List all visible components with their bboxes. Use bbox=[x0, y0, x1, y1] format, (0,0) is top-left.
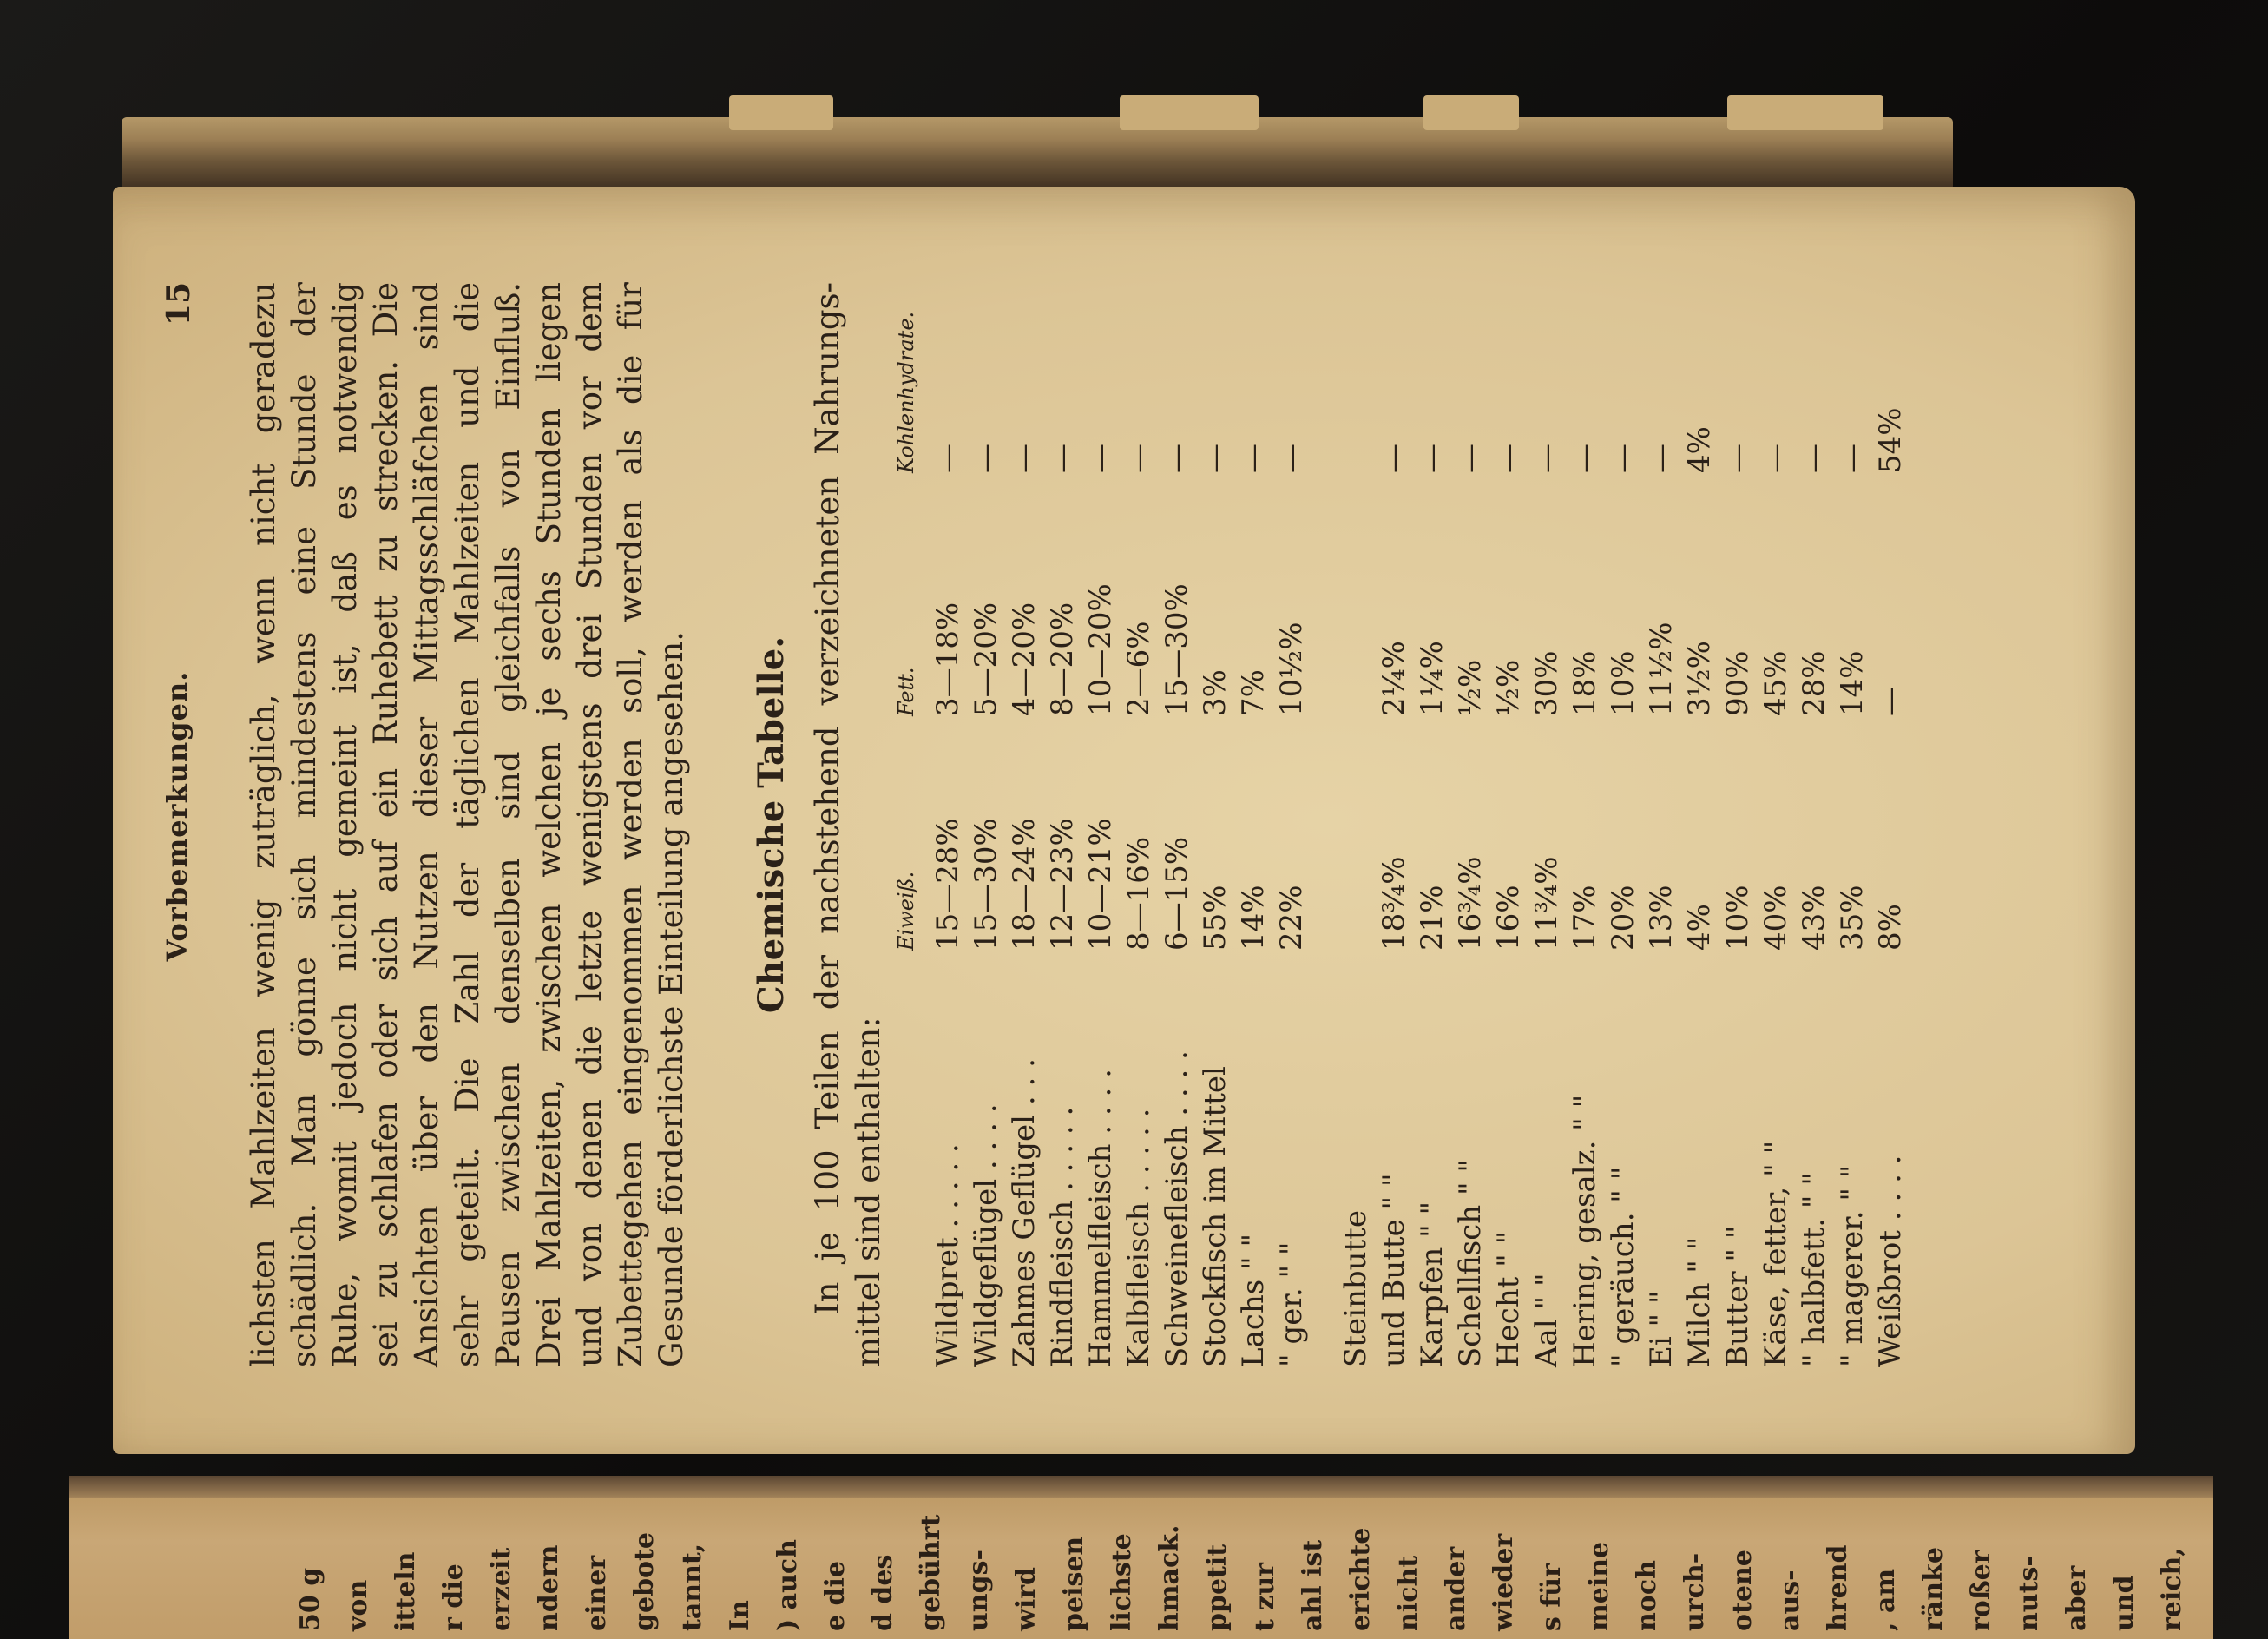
fett-cell: 3—18% bbox=[930, 602, 965, 716]
adjacent-page-line: ppetit bbox=[1202, 1544, 1233, 1631]
eiweiss-cell: 8—16% bbox=[1121, 836, 1156, 951]
fett-cell: 15—30% bbox=[1160, 583, 1194, 716]
eiweiss-cell: 10—21% bbox=[1083, 818, 1118, 951]
kohlenhydrate-cell: — bbox=[1083, 444, 1118, 473]
text-line: Ruhe, womit jedoch nicht gemeint ist, daß es notwendig bbox=[326, 282, 364, 1367]
food-cell: Stockfisch im Mittel bbox=[1198, 1066, 1233, 1367]
kohlenhydrate-cell: — bbox=[1045, 444, 1080, 473]
kohlenhydrate-cell: — bbox=[1236, 444, 1271, 473]
eiweiss-cell: 18—24% bbox=[1007, 818, 1042, 951]
fett-cell: 11½% bbox=[1644, 622, 1679, 716]
food-cell: Schweinefleisch . . . . bbox=[1160, 1050, 1194, 1367]
table-group-fish-dairy bbox=[1337, 282, 1910, 1367]
adjacent-page-line: wieder bbox=[1489, 1533, 1519, 1631]
text-line: sei zu schlafen oder sich auf ein Ruhebett zu strecken. Die bbox=[367, 282, 404, 1367]
adjacent-page-line: ungs- bbox=[963, 1550, 994, 1631]
kohlenhydrate-cell: — bbox=[1377, 444, 1411, 473]
adjacent-page-line: einer bbox=[582, 1555, 612, 1631]
kohlenhydrate-cell: 4% bbox=[1682, 426, 1717, 473]
adjacent-page-line: ander bbox=[1441, 1546, 1471, 1631]
food-cell: Hecht " " bbox=[1491, 1230, 1526, 1367]
table-row bbox=[1196, 282, 1234, 1367]
adjacent-page-line: urch- bbox=[1680, 1552, 1710, 1631]
section-heading: Chemische Tabelle. bbox=[751, 635, 792, 1014]
table-header-row bbox=[894, 282, 929, 1367]
food-cell: Zahmes Geflügel . . . bbox=[1007, 1058, 1042, 1367]
kohlenhydrate-cell: — bbox=[1606, 444, 1640, 473]
adjacent-page-line: d des bbox=[868, 1554, 898, 1631]
adjacent-page-line: e die bbox=[820, 1561, 851, 1631]
food-cell: Karpfen " " bbox=[1415, 1201, 1450, 1367]
adjacent-page-line: meine bbox=[1584, 1541, 1614, 1631]
fett-cell: 14% bbox=[1835, 650, 1870, 716]
table-row bbox=[1375, 282, 1413, 1367]
kohlenhydrate-cell: — bbox=[930, 444, 965, 473]
fett-cell: 3½% bbox=[1682, 641, 1717, 716]
torn-edge bbox=[1120, 95, 1259, 130]
fett-cell: 3% bbox=[1198, 669, 1233, 716]
adjacent-page-line: von bbox=[343, 1579, 373, 1631]
eiweiss-cell: 35% bbox=[1835, 885, 1870, 951]
eiweiss-cell: 16% bbox=[1491, 885, 1526, 951]
fett-cell: 7% bbox=[1236, 669, 1271, 716]
eiweiss-cell: 8% bbox=[1873, 904, 1908, 951]
adjacent-page-line: ) auch bbox=[772, 1539, 803, 1631]
table-row bbox=[1719, 282, 1757, 1367]
fett-cell: 18% bbox=[1568, 650, 1602, 716]
kohlenhydrate-cell: — bbox=[1453, 444, 1488, 473]
adjacent-page-text bbox=[295, 1505, 2268, 1636]
fett-cell: 10½% bbox=[1274, 622, 1309, 716]
fett-cell: 45% bbox=[1759, 650, 1793, 716]
page-header bbox=[161, 282, 204, 1350]
table-row bbox=[1795, 282, 1833, 1367]
text-line: Pausen zwischen denselben sind gleichfalls von Einfluß. bbox=[490, 282, 527, 1367]
text-line: sehr geteilt. Die Zahl der täglichen Mahlzeiten und die bbox=[449, 282, 486, 1367]
fett-cell: ½% bbox=[1491, 659, 1526, 716]
adjacent-page-line: itteln bbox=[391, 1551, 421, 1631]
food-cell: " magerer. " " bbox=[1835, 1164, 1870, 1367]
kohlenhydrate-cell: — bbox=[1759, 444, 1793, 473]
table-row bbox=[967, 282, 1005, 1367]
eiweiss-cell: 15—28% bbox=[930, 818, 965, 951]
food-cell: Hammelfleisch . . . . bbox=[1083, 1069, 1118, 1367]
eiweiss-cell: 21% bbox=[1415, 885, 1450, 951]
text-line: In je 100 Teilen der nachstehend verzeichneten Nahrungs- bbox=[809, 282, 846, 1315]
kohlenhydrate-cell: — bbox=[1198, 444, 1233, 473]
food-cell: Rindfleisch . . . . . bbox=[1045, 1106, 1080, 1367]
book-page bbox=[113, 187, 2135, 1454]
nutrition-table bbox=[894, 282, 1910, 1367]
page-number: 15 bbox=[161, 282, 197, 326]
food-cell: Hering, gesalz. " " bbox=[1568, 1094, 1602, 1367]
fett-cell: 2—6% bbox=[1121, 621, 1156, 716]
fett-cell: ½% bbox=[1453, 659, 1488, 716]
fett-cell: 1¼% bbox=[1415, 641, 1450, 716]
text-line: Gesunde förderlichste Einteilung angesehen. bbox=[653, 631, 690, 1367]
table-row bbox=[1604, 282, 1642, 1367]
adjacent-page-line: und bbox=[2109, 1575, 2140, 1631]
text-line: mittel sind enthalten: bbox=[850, 1017, 887, 1367]
adjacent-page bbox=[69, 1476, 2213, 1639]
food-cell: Kalbfleisch . . . . . bbox=[1121, 1108, 1156, 1367]
kohlenhydrate-cell: — bbox=[1491, 444, 1526, 473]
table-row bbox=[1234, 282, 1272, 1367]
kohlenhydrate-cell: — bbox=[1160, 444, 1194, 473]
adjacent-page-line: s für bbox=[1536, 1563, 1567, 1631]
eiweiss-cell: 13% bbox=[1644, 885, 1679, 951]
food-cell: " ger. " " bbox=[1274, 1241, 1309, 1367]
adjacent-page-line: otene bbox=[1727, 1550, 1758, 1631]
kohlenhydrate-cell: — bbox=[969, 444, 1003, 473]
table-row bbox=[1120, 282, 1158, 1367]
fett-cell: 28% bbox=[1797, 650, 1831, 716]
fett-cell: 2¼% bbox=[1377, 641, 1411, 716]
column-header-fett: Fett. bbox=[894, 667, 918, 716]
fett-cell: 10—20% bbox=[1083, 583, 1118, 716]
adjacent-page-line: reich, bbox=[2157, 1547, 2187, 1631]
table-intro bbox=[807, 282, 889, 1367]
table-row bbox=[1158, 282, 1196, 1367]
table-row bbox=[1528, 282, 1566, 1367]
kohlenhydrate-cell: — bbox=[1568, 444, 1602, 473]
kohlenhydrate-cell: — bbox=[1121, 444, 1156, 473]
adjacent-page-line: lichste bbox=[1107, 1533, 1137, 1631]
adjacent-page-line: gebote bbox=[629, 1532, 660, 1631]
adjacent-page-line: hmack. bbox=[1154, 1524, 1185, 1631]
adjacent-page-line: nuts- bbox=[2014, 1556, 2044, 1631]
adjacent-page-line: In bbox=[725, 1600, 755, 1631]
food-cell: Käse, fetter, " " bbox=[1759, 1140, 1793, 1367]
table-row bbox=[1337, 282, 1375, 1367]
adjacent-page-line: ränke bbox=[1918, 1547, 1949, 1631]
eiweiss-cell: 16¾% bbox=[1453, 856, 1488, 951]
kohlenhydrate-cell: — bbox=[1007, 444, 1042, 473]
adjacent-page-line: aus- bbox=[1775, 1570, 1805, 1631]
table-row bbox=[1642, 282, 1680, 1367]
table-group-meat bbox=[929, 282, 1311, 1367]
fett-cell: 30% bbox=[1529, 650, 1564, 716]
torn-edge bbox=[1727, 95, 1883, 130]
food-cell: " halbfett. " " bbox=[1797, 1172, 1831, 1367]
kohlenhydrate-cell: — bbox=[1415, 444, 1450, 473]
kohlenhydrate-cell: — bbox=[1797, 444, 1831, 473]
food-cell: und Butte " " bbox=[1377, 1173, 1411, 1367]
adjacent-page-line: ndern bbox=[534, 1544, 564, 1631]
adjacent-page-line: aber bbox=[2061, 1565, 2092, 1631]
table-row bbox=[1680, 282, 1719, 1367]
food-cell: Schellfisch " " bbox=[1453, 1158, 1488, 1367]
table-row bbox=[1871, 282, 1910, 1367]
food-cell: Lachs " " bbox=[1236, 1233, 1271, 1367]
kohlenhydrate-cell: 54% bbox=[1873, 407, 1908, 473]
eiweiss-cell: 55% bbox=[1198, 885, 1233, 951]
table-row bbox=[1272, 282, 1311, 1367]
eiweiss-cell: 22% bbox=[1274, 885, 1309, 951]
food-cell: Butter " " bbox=[1720, 1225, 1755, 1367]
adjacent-page-line: hrend bbox=[1823, 1544, 1853, 1631]
torn-edge bbox=[1423, 95, 1519, 130]
adjacent-page-line: t zur bbox=[1250, 1563, 1280, 1631]
adjacent-page-line: tannt, bbox=[677, 1543, 707, 1631]
eiweiss-cell: 43% bbox=[1797, 885, 1831, 951]
table-spacer bbox=[1311, 282, 1337, 1367]
adjacent-page-line: roßer bbox=[1966, 1550, 1996, 1631]
table-row bbox=[1489, 282, 1528, 1367]
kohlenhydrate-cell: — bbox=[1720, 444, 1755, 473]
fett-cell: 10% bbox=[1606, 650, 1640, 716]
table-row bbox=[1566, 282, 1604, 1367]
rotated-page-content bbox=[113, 187, 2135, 1454]
adjacent-page-line: noch bbox=[1632, 1560, 1662, 1631]
fett-cell: — bbox=[1873, 687, 1908, 716]
fett-cell: 4—20% bbox=[1007, 602, 1042, 716]
eiweiss-cell: 4% bbox=[1682, 904, 1717, 951]
fett-cell: 90% bbox=[1720, 650, 1755, 716]
fett-cell: 8—20% bbox=[1045, 602, 1080, 716]
eiweiss-cell: 6—15% bbox=[1160, 836, 1194, 951]
torn-edge bbox=[729, 95, 833, 130]
eiweiss-cell: 14% bbox=[1236, 885, 1271, 951]
adjacent-page-line: peisen bbox=[1059, 1536, 1089, 1631]
eiweiss-cell: 10% bbox=[1720, 885, 1755, 951]
column-header-kohlenhydrate: Kohlenhydrate. bbox=[894, 311, 918, 473]
food-cell: Wildpret . . . . . bbox=[930, 1143, 965, 1367]
kohlenhydrate-cell: — bbox=[1274, 444, 1309, 473]
table-row bbox=[1413, 282, 1451, 1367]
text-line: Drei Mahlzeiten, zwischen welchen je sechs Stunden liegen bbox=[530, 282, 568, 1367]
table-row bbox=[1043, 282, 1081, 1367]
food-cell: Ei " " bbox=[1644, 1290, 1679, 1367]
food-cell: Wildgeflügel . . . . bbox=[969, 1103, 1003, 1367]
text-line: und von denen die letzte wenigstens drei Stunden vor dem bbox=[571, 282, 608, 1367]
kohlenhydrate-cell: — bbox=[1644, 444, 1679, 473]
text-line: schädlich. Man gönne sich mindestens eine Stunde der bbox=[286, 282, 323, 1367]
eiweiss-cell: 11¾% bbox=[1529, 856, 1564, 951]
kohlenhydrate-cell: — bbox=[1835, 444, 1870, 473]
eiweiss-cell: 12—23% bbox=[1045, 818, 1080, 951]
adjacent-page-line: ahl ist bbox=[1298, 1539, 1328, 1631]
table-row bbox=[1451, 282, 1489, 1367]
fett-cell: 5—20% bbox=[969, 602, 1003, 716]
text-line: Zubettegehen eingenommen werden soll, werden als die für bbox=[612, 282, 649, 1367]
book-edge bbox=[122, 117, 1953, 191]
text-line: Ansichten über den Nutzen dieser Mittagsschläfchen sind bbox=[408, 282, 445, 1367]
food-cell: Milch " " bbox=[1682, 1236, 1717, 1367]
table-row bbox=[1081, 282, 1120, 1367]
adjacent-page-line: r die bbox=[438, 1563, 469, 1631]
text-line: lichsten Mahlzeiten wenig zuträglich, wenn nicht geradezu bbox=[245, 282, 282, 1367]
running-header: Vorbemerkungen. bbox=[161, 670, 194, 962]
adjacent-page-line: erichte bbox=[1345, 1527, 1376, 1631]
page-gutter bbox=[69, 1476, 2213, 1498]
eiweiss-cell: 20% bbox=[1606, 885, 1640, 951]
body-paragraph bbox=[243, 282, 692, 1367]
eiweiss-cell: 40% bbox=[1759, 885, 1793, 951]
adjacent-page-line: gebührt bbox=[916, 1514, 946, 1631]
adjacent-page-line: , am bbox=[1870, 1568, 1901, 1631]
table-row bbox=[929, 282, 967, 1367]
adjacent-page-line: nicht bbox=[1393, 1555, 1423, 1631]
table-row bbox=[1005, 282, 1043, 1367]
eiweiss-cell: 15—30% bbox=[969, 818, 1003, 951]
adjacent-page-line: erzeit bbox=[486, 1547, 516, 1631]
adjacent-page-line: 50 g bbox=[295, 1567, 325, 1631]
food-cell: " geräuch. " " bbox=[1606, 1166, 1640, 1367]
eiweiss-cell: 17% bbox=[1568, 885, 1602, 951]
food-cell: Weißbrot . . . . bbox=[1873, 1155, 1908, 1367]
food-cell: Aal " " bbox=[1529, 1273, 1564, 1367]
food-cell: Steinbutte bbox=[1338, 1210, 1373, 1367]
table-row bbox=[1757, 282, 1795, 1367]
kohlenhydrate-cell: — bbox=[1529, 444, 1564, 473]
column-header-eiweiss: Eiweiß. bbox=[894, 871, 918, 951]
adjacent-page-line: wird bbox=[1011, 1566, 1042, 1631]
eiweiss-cell: 18¾% bbox=[1377, 856, 1411, 951]
table-row bbox=[1833, 282, 1871, 1367]
